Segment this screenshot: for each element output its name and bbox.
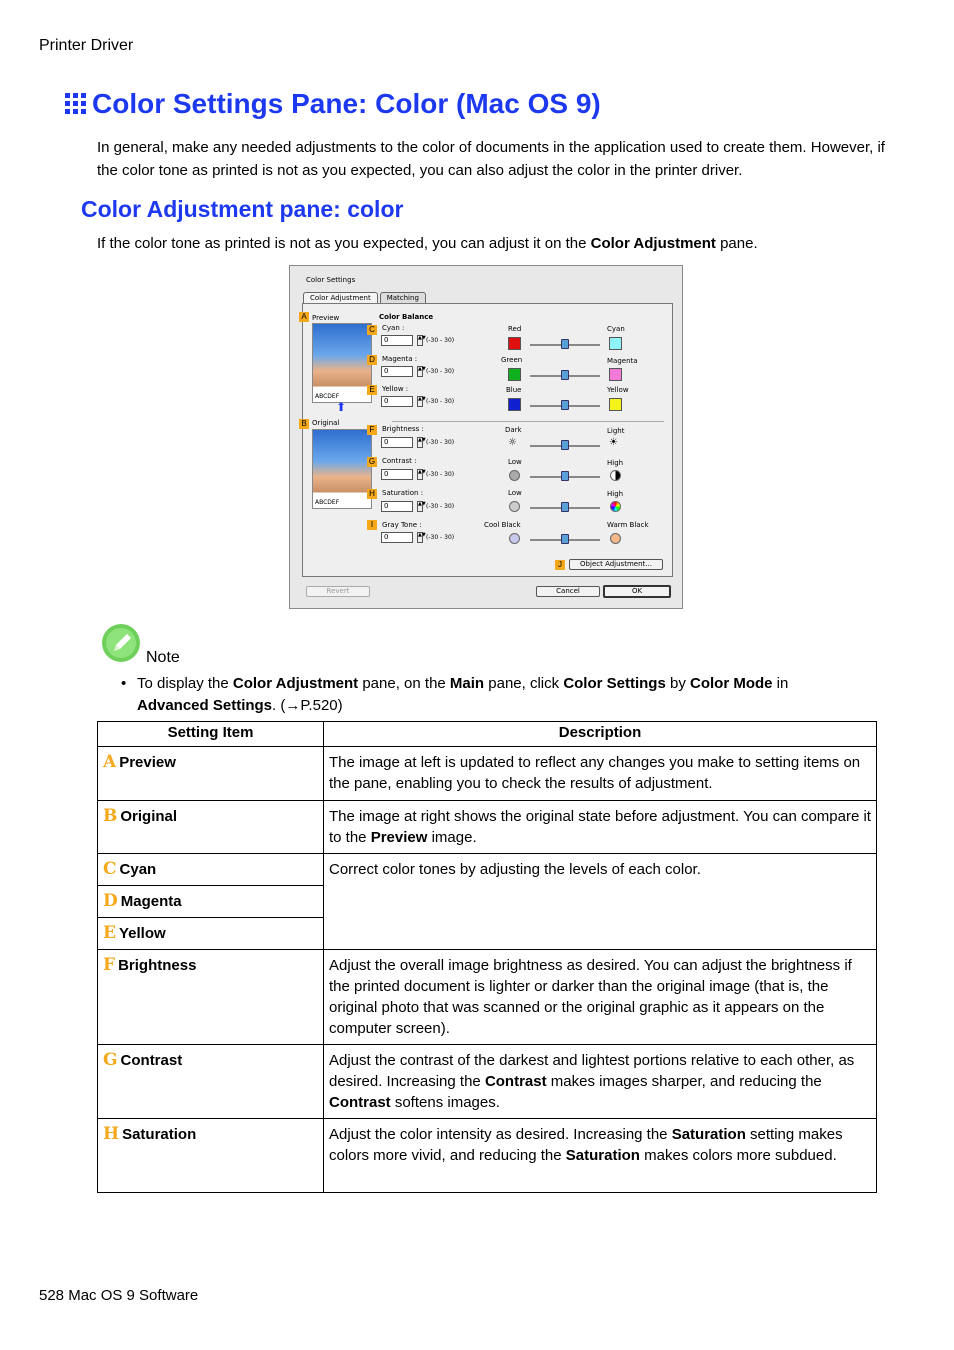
green-swatch: [508, 368, 521, 381]
original-strip-text: ABCDEF: [315, 499, 340, 506]
header-setting-item: Setting Item: [98, 722, 324, 747]
cool-black-icon: [509, 533, 520, 544]
original-image: [312, 429, 372, 509]
section-intro: If the color tone as printed is not as you expected, you can adjust it on the Color Adjustment pane.: [97, 235, 758, 252]
cool-black-label: Cool Black: [484, 521, 521, 529]
intro-paragraph: In general, make any needed adjustments to the color of documents in the application used to create them. However, if the color tone as printed is not as you expected, you can also adjust the color in the printer driver.: [97, 139, 885, 179]
table-row: [98, 801, 877, 854]
cyan-swatch: [609, 337, 622, 350]
preview-strip-text: ABCDEF: [315, 393, 340, 400]
dark-label: Dark: [505, 426, 522, 434]
magenta-slider-thumb[interactable]: [561, 370, 569, 380]
green-label: Green: [501, 356, 523, 364]
section-heading: Color Adjustment pane: color: [81, 196, 404, 222]
dark-sun-icon: ☼: [508, 437, 517, 448]
item-cell: B Original: [98, 801, 324, 854]
item-letter: D: [103, 891, 118, 911]
item-cell: E Yellow: [98, 918, 324, 950]
preview-label: Preview: [312, 314, 340, 322]
magenta-range: (-30 - 30): [426, 368, 455, 375]
yellow-stepper[interactable]: ▲▼: [417, 396, 423, 407]
cyan-end-label: Cyan: [607, 325, 625, 333]
brightness-label: Brightness :: [382, 425, 424, 433]
saturation-low-label: Low: [508, 489, 522, 497]
brightness-range: (-30 - 30): [426, 439, 455, 446]
preview-image: [312, 323, 372, 403]
cyan-input[interactable]: 0: [381, 335, 413, 346]
desc-cell: Correct color tones by adjusting the levels of each color.: [324, 854, 877, 950]
item-cell: G Contrast: [98, 1045, 324, 1119]
saturation-slider-thumb[interactable]: [561, 502, 569, 512]
contrast-stepper[interactable]: ▲▼: [417, 469, 423, 480]
callout-a: A: [299, 312, 309, 322]
light-sun-icon: ☀: [609, 437, 618, 448]
blue-swatch: [508, 398, 521, 411]
header-description: Description: [324, 722, 877, 747]
table-row: [98, 1045, 877, 1119]
magenta-end-label: Magenta: [607, 357, 638, 365]
gray-tone-label: Gray Tone :: [382, 521, 422, 529]
yellow-end-label: Yellow: [607, 386, 629, 394]
desc-cell: The image at left is updated to reflect any changes you make to setting items on the pane, enabling you to check the results of adjustment.: [324, 747, 877, 801]
callout-h: H: [367, 489, 377, 499]
dialog-title: Color Settings: [306, 276, 356, 284]
magenta-stepper[interactable]: ▲▼: [417, 366, 423, 377]
saturation-range: (-30 - 30): [426, 503, 455, 510]
contrast-input[interactable]: 0: [381, 469, 413, 480]
callout-e: E: [367, 385, 377, 395]
callout-g: G: [368, 457, 376, 466]
table-row: [98, 950, 877, 1045]
callout-c: C: [367, 325, 377, 335]
object-adjustment-button[interactable]: Object Adjustment...: [569, 559, 663, 570]
contrast-label: Contrast :: [382, 457, 417, 465]
grid-icon: [64, 92, 88, 116]
contrast-range: (-30 - 30): [426, 471, 455, 478]
saturation-input[interactable]: 0: [381, 501, 413, 512]
item-letter: G: [103, 1050, 118, 1070]
running-header: Printer Driver: [39, 37, 134, 54]
note-title: Note: [146, 649, 180, 666]
contrast-high-label: High: [607, 459, 624, 467]
contrast-low-label: Low: [508, 458, 522, 466]
gray-tone-input[interactable]: 0: [381, 532, 413, 543]
arrow-up-icon: ⬆: [336, 400, 347, 414]
note-bullet: •: [121, 675, 127, 692]
tab-matching[interactable]: Matching: [380, 292, 426, 303]
magenta-swatch: [609, 368, 622, 381]
item-cell: C Cyan: [98, 854, 324, 886]
yellow-input[interactable]: 0: [381, 396, 413, 407]
item-letter: B: [103, 806, 118, 826]
gray-tone-slider-thumb[interactable]: [561, 534, 569, 544]
cyan-label: Cyan :: [382, 324, 405, 332]
desc-cell: The image at right shows the original state before adjustment. You can compare it to the Preview image.: [324, 801, 877, 854]
yellow-range: (-30 - 30): [426, 398, 455, 405]
cyan-range: (-30 - 30): [426, 337, 455, 344]
red-label: Red: [508, 325, 522, 333]
page-title-text: Color Settings Pane: Color (Mac OS 9): [92, 88, 601, 119]
ok-button[interactable]: OK: [603, 585, 671, 598]
red-swatch: [508, 337, 521, 350]
contrast-high-icon: [610, 470, 621, 481]
item-letter: F: [103, 955, 116, 975]
cyan-stepper[interactable]: ▲▼: [417, 335, 423, 346]
item-letter: E: [103, 923, 116, 943]
item-cell: A Preview: [98, 747, 324, 801]
note-text: To display the Color Adjustment pane, on the Main pane, click Color Settings by Color Mode in Advanced Settings. (→P.520): [137, 675, 789, 714]
callout-j: J: [555, 560, 565, 570]
brightness-stepper[interactable]: ▲▼: [417, 437, 423, 448]
callout-i: I: [367, 520, 377, 530]
tab-color-adjustment[interactable]: Color Adjustment: [303, 292, 378, 303]
yellow-slider-thumb[interactable]: [561, 400, 569, 410]
saturation-high-label: High: [607, 490, 624, 498]
blue-label: Blue: [506, 386, 522, 394]
light-label: Light: [607, 427, 625, 435]
item-cell: H Saturation: [98, 1119, 324, 1193]
saturation-low-icon: [509, 501, 520, 512]
settings-table: [97, 721, 877, 1193]
revert-button[interactable]: Revert: [306, 586, 370, 597]
item-letter: A: [103, 752, 117, 772]
cancel-button[interactable]: Cancel: [536, 586, 600, 597]
table-row: [98, 747, 877, 801]
callout-b: B: [299, 419, 309, 429]
desc-cell: Adjust the color intensity as desired. Increasing the Saturation setting makes colors more vivid, and reducing the Saturation makes colors more subdued.: [324, 1119, 877, 1193]
item-letter: H: [103, 1124, 120, 1144]
table-row: [98, 854, 877, 886]
note-pencil-icon: [101, 623, 141, 663]
saturation-stepper[interactable]: ▲▼: [417, 501, 423, 512]
yellow-label: Yellow :: [382, 385, 409, 393]
original-label: Original: [312, 419, 340, 427]
callout-f: F: [367, 425, 377, 435]
warm-black-icon: [610, 533, 621, 544]
table-header-row: [98, 722, 877, 747]
yellow-swatch: [609, 398, 622, 411]
page-title: [64, 88, 601, 120]
item-cell: F Brightness: [98, 950, 324, 1045]
color-settings-dialog-screenshot: [289, 265, 683, 609]
brightness-slider-thumb[interactable]: [561, 440, 569, 450]
saturation-label: Saturation :: [382, 489, 424, 497]
desc-cell: Adjust the overall image brightness as desired. You can adjust the brightness if the printed document is lighter or darker than the original image (that is, the original photo that was scanned or the original graphic as it appears on the computer screen).: [324, 950, 877, 1045]
gray-tone-range: (-30 - 30): [426, 534, 455, 541]
section-separator: [392, 421, 664, 422]
callout-d: D: [367, 355, 377, 365]
item-cell: D Magenta: [98, 886, 324, 918]
saturation-high-icon: [610, 501, 621, 512]
table-row: [98, 1119, 877, 1193]
page-footer: 528 Mac OS 9 Software: [39, 1287, 199, 1304]
item-letter: C: [103, 859, 117, 879]
color-adjustment-panel: [302, 303, 673, 577]
brightness-input[interactable]: 0: [381, 437, 413, 448]
cyan-slider-thumb[interactable]: [561, 339, 569, 349]
magenta-input[interactable]: 0: [381, 366, 413, 377]
contrast-low-icon: [509, 470, 520, 481]
color-balance-label: Color Balance: [379, 313, 434, 321]
desc-cell: Adjust the contrast of the darkest and lightest portions relative to each other, as desired. Increasing the Contrast makes images sharper, and reducing the Contrast softens images.: [324, 1045, 877, 1119]
gray-tone-stepper[interactable]: ▲▼: [417, 532, 423, 543]
contrast-slider-thumb[interactable]: [561, 471, 569, 481]
magenta-label: Magenta :: [382, 355, 418, 363]
warm-black-label: Warm Black: [607, 521, 649, 529]
